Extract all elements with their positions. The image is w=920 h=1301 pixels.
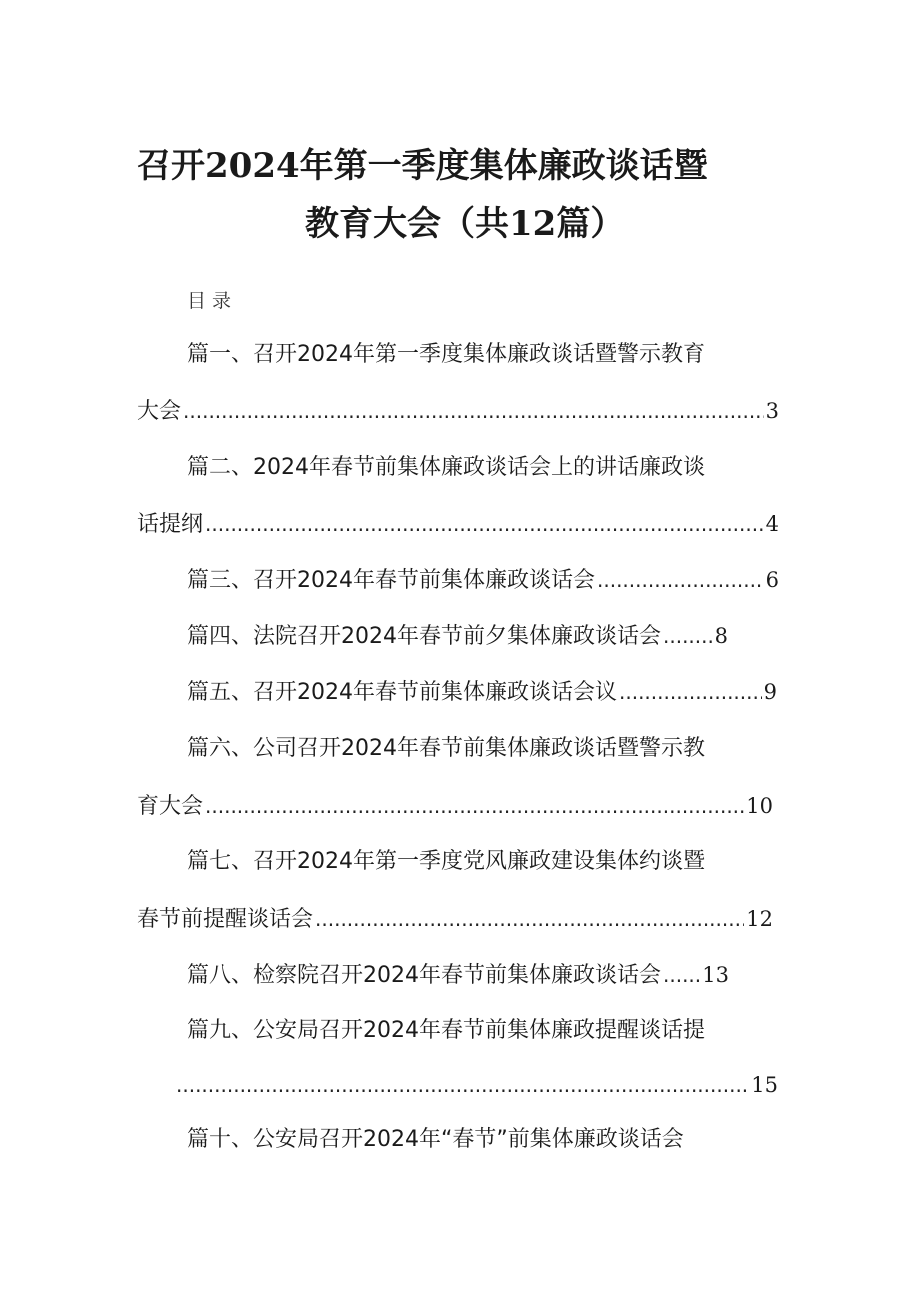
- toc-entry-text: 篇八、检察院召开2024年春节前集体廉政谈话会: [187, 963, 661, 988]
- toc-entry-1-line2[interactable]: [137, 396, 779, 427]
- toc-entry-9-line1[interactable]: 篇九、公安局召开2024年春节前集体廉政提醒谈话提: [187, 1018, 705, 1043]
- document-title-line2: 教育大会（共12篇）: [305, 204, 625, 244]
- toc-page-number: 3: [765, 399, 779, 423]
- toc-page-number: 9: [763, 680, 777, 704]
- toc-entry-8[interactable]: [187, 960, 729, 991]
- toc-entry-text: 篇五、召开2024年春节前集体廉政谈话会议: [187, 680, 617, 705]
- toc-entry-3[interactable]: [187, 565, 779, 596]
- toc-entry-4[interactable]: [187, 621, 728, 652]
- toc-entry-6-line1[interactable]: 篇六、公司召开2024年春节前集体廉政谈话暨警示教: [187, 736, 705, 761]
- dot-leader: [183, 396, 764, 426]
- toc-entry-2-line1[interactable]: 篇二、2024年春节前集体廉政谈话会上的讲话廉政谈: [187, 455, 705, 480]
- toc-entry-text: 大会: [137, 399, 182, 424]
- toc-entry-9-line2[interactable]: [174, 1070, 778, 1100]
- document-title-line1: 召开2024年第一季度集体廉政谈话暨: [137, 146, 708, 186]
- toc-entry-10[interactable]: 篇十、公安局召开2024年“春节”前集体廉政谈话会: [187, 1127, 684, 1152]
- dot-leader: [315, 904, 744, 934]
- dot-leader: [663, 621, 713, 651]
- toc-page-number: 8: [714, 624, 728, 648]
- toc-page-number: 4: [765, 512, 779, 536]
- dot-leader: [663, 960, 700, 990]
- dot-leader: [205, 791, 744, 821]
- toc-page-number: 6: [765, 568, 779, 592]
- toc-page-number: 13: [702, 963, 729, 987]
- toc-entry-2-line2[interactable]: [137, 509, 779, 540]
- toc-entry-text: 春节前提醒谈话会: [137, 907, 314, 932]
- toc-heading: 目录: [187, 290, 238, 312]
- toc-entry-7-line1[interactable]: 篇七、召开2024年第一季度党风廉政建设集体约谈暨: [187, 849, 705, 874]
- dot-leader: [176, 1070, 749, 1100]
- toc-entry-text: 话提纲: [137, 512, 204, 537]
- toc-page-number: 10: [746, 794, 773, 818]
- dot-leader: [205, 509, 764, 539]
- toc-entry-1-line1[interactable]: 篇一、召开2024年第一季度集体廉政谈话暨警示教育: [187, 342, 705, 367]
- toc-entry-text: 篇三、召开2024年春节前集体廉政谈话会: [187, 568, 595, 593]
- toc-entry-7-line2[interactable]: [137, 904, 773, 935]
- toc-page-number: 15: [751, 1073, 778, 1097]
- dot-leader: [597, 565, 764, 595]
- dot-leader: [619, 677, 762, 707]
- toc-entry-6-line2[interactable]: [137, 791, 773, 822]
- toc-page-number: 12: [746, 907, 773, 931]
- toc-entry-text: 篇四、法院召开2024年春节前夕集体廉政谈话会: [187, 624, 661, 649]
- toc-entry-text: 育大会: [137, 794, 204, 819]
- toc-entry-5[interactable]: [187, 677, 777, 708]
